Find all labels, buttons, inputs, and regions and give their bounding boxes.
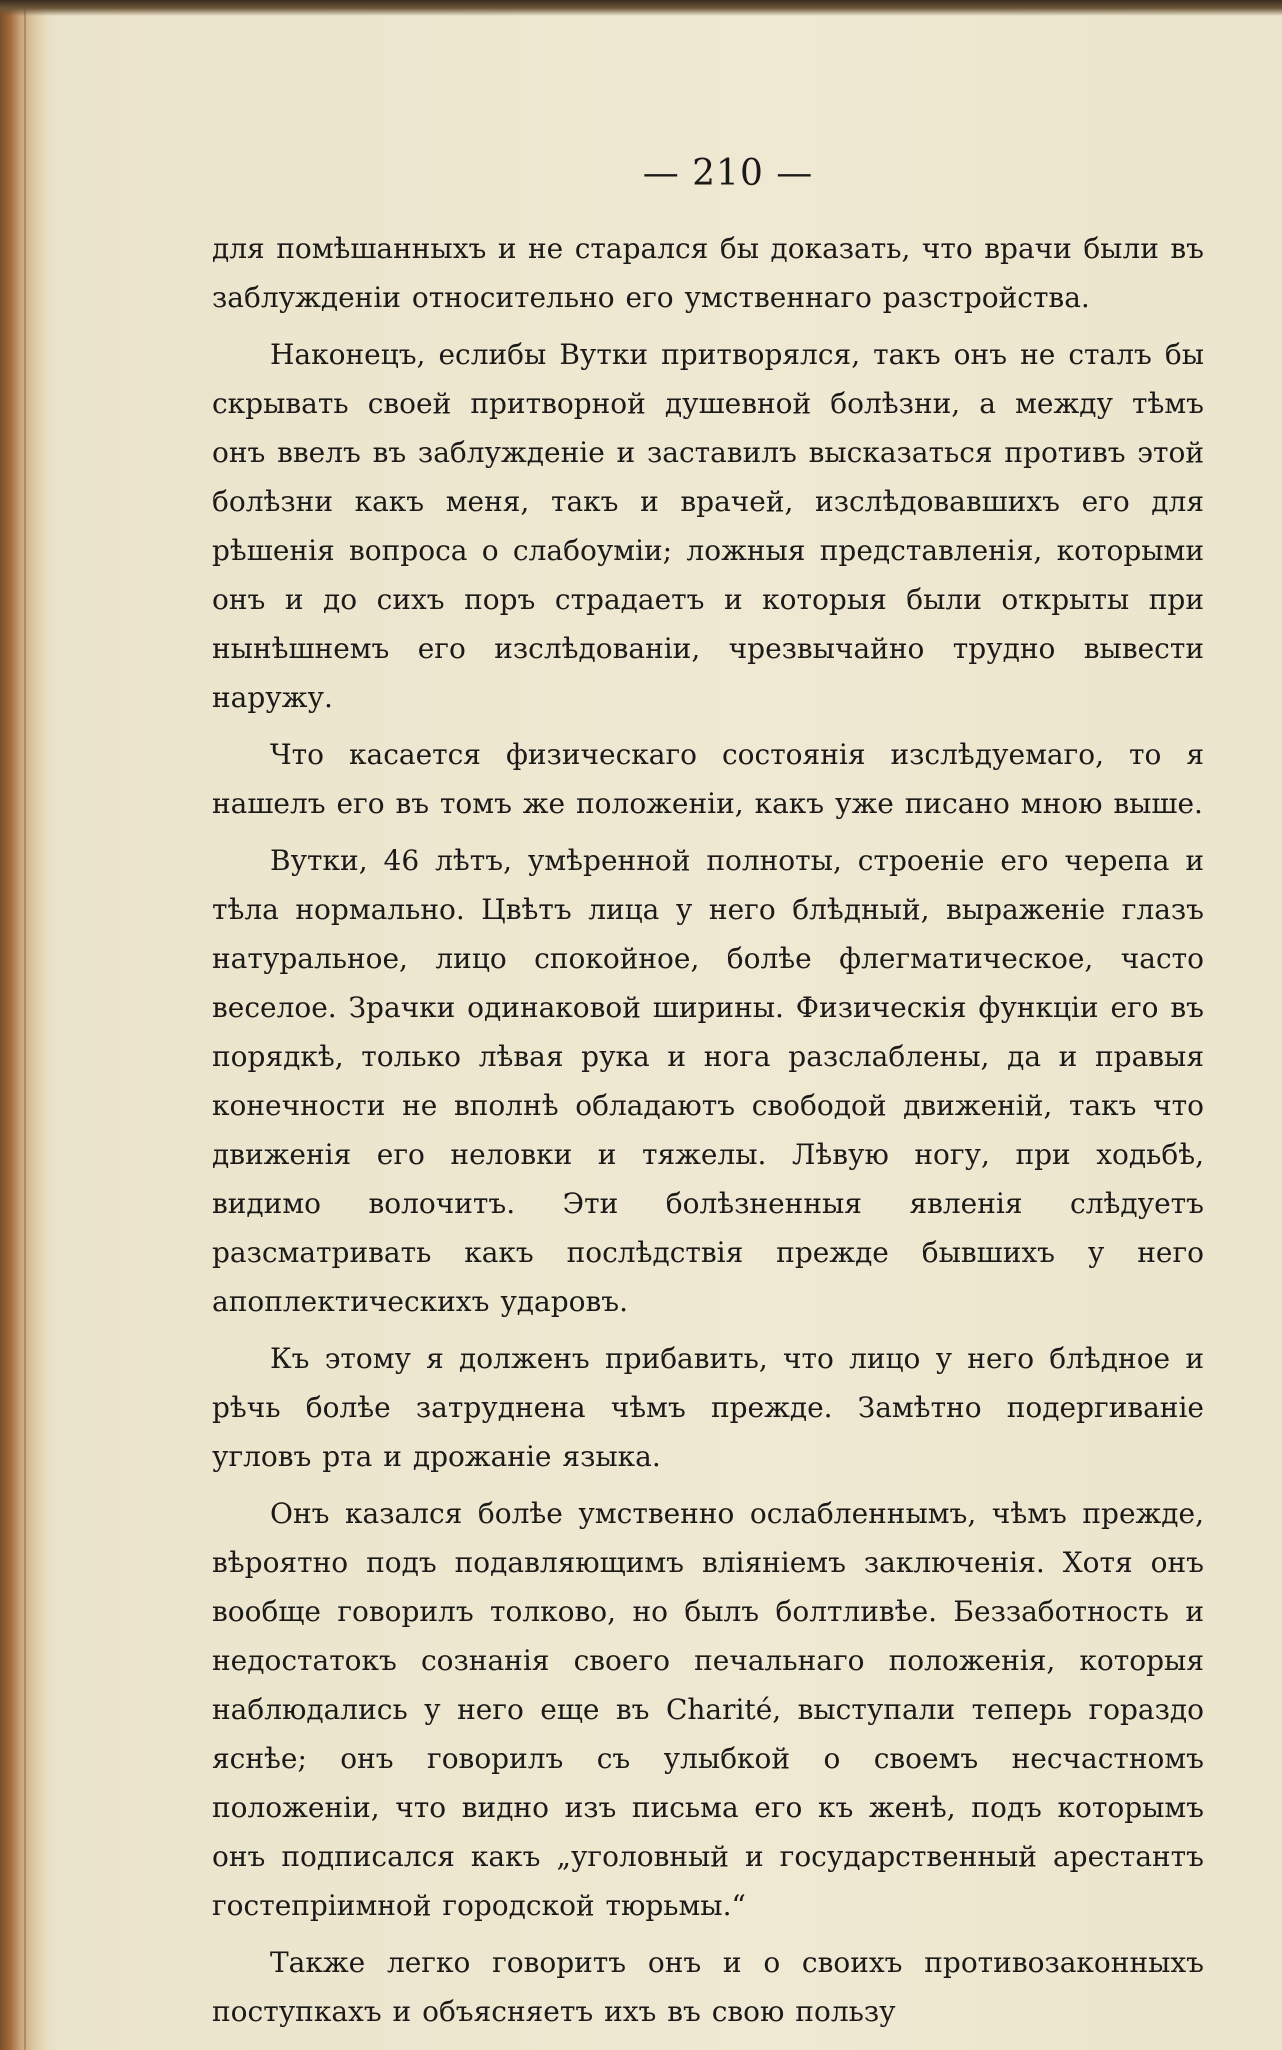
- page-text: [212, 150, 1204, 2044]
- paragraph-2: Наконецъ, еслибы Вутки притворялся, такъ онъ не сталъ бы скрывать своей притворной душевной болѣзни, а между тѣмъ онъ ввелъ въ заблужденіе и заставилъ высказаться противъ этой болѣзни какъ меня, такъ и врачей, изслѣдовавшихъ его для рѣшенія вопроса о слабоуміи; ложныя представленія, которыми онъ и до сихъ поръ страдаетъ и которыя были открыты при нынѣшнемъ его изслѣдованіи, чрезвычайно трудно вывести наружу.: [212, 338, 1204, 714]
- paragraph-5: Къ этому я долженъ прибавить, что лицо у него блѣдное и рѣчь болѣе затруднена чѣмъ прежде. Замѣтно подергиваніе угловъ рта и дрожаніе языка.: [212, 1342, 1204, 1473]
- spine-crease: [24, 0, 26, 2050]
- top-edge-shadow: [0, 0, 1282, 16]
- paragraph-4: Вутки, 46 лѣтъ, умѣренной полноты, строеніе его черепа и тѣла нормально. Цвѣтъ лица у него блѣдный, выраженіе глазъ натуральное, лицо спокойное, болѣе флегматическое, часто веселое. Зрачки одинаковой ширины. Физическія функціи его въ порядкѣ, только лѣвая рука и нога разслаблены, да и правыя конечности не вполнѣ обладаютъ свободой движеній, такъ что движенія его неловки и тяжелы. Лѣвую ногу, при ходьбѣ, видимо волочитъ. Эти болѣзненныя явленія слѣдуетъ разсматривать какъ послѣдствія прежде бывшихъ у него апоплектическихъ ударовъ.: [212, 844, 1204, 1318]
- page-number: — 210 —: [642, 153, 814, 194]
- paragraph-1: для помѣшанныхъ и не старался бы доказать, что врачи были въ заблужденіи относительно его умственнаго разстройства.: [212, 232, 1204, 314]
- book-spine: [0, 0, 60, 2050]
- paragraph-6: Онъ казался болѣе умственно ослабленнымъ, чѣмъ прежде, вѣроятно подъ подавляющимъ вліяніемъ заключенія. Хотя онъ вообще говорилъ толково, но былъ болтливѣе. Беззаботность и недостатокъ сознанія своего печальнаго положенія, которыя наблюдались у него еще въ Charité, выступали теперь гораздо яснѣе; онъ говорилъ съ улыбкой о своемъ несчастномъ положеніи, что видно изъ письма его къ женѣ, подъ которымъ онъ подписался какъ „уголовный и государственный арестантъ гостепріимной городской тюрьмы.“: [212, 1497, 1204, 1922]
- paragraph-7: Также легко говоритъ онъ и о своихъ противозаконныхъ поступкахъ и объясняетъ ихъ въ свою пользу: [212, 1946, 1204, 2028]
- paragraph-3: Что касается физическаго состоянія изслѣдуемаго, то я нашелъ его въ томъ же положеніи, какъ уже писано мною выше.: [212, 738, 1204, 820]
